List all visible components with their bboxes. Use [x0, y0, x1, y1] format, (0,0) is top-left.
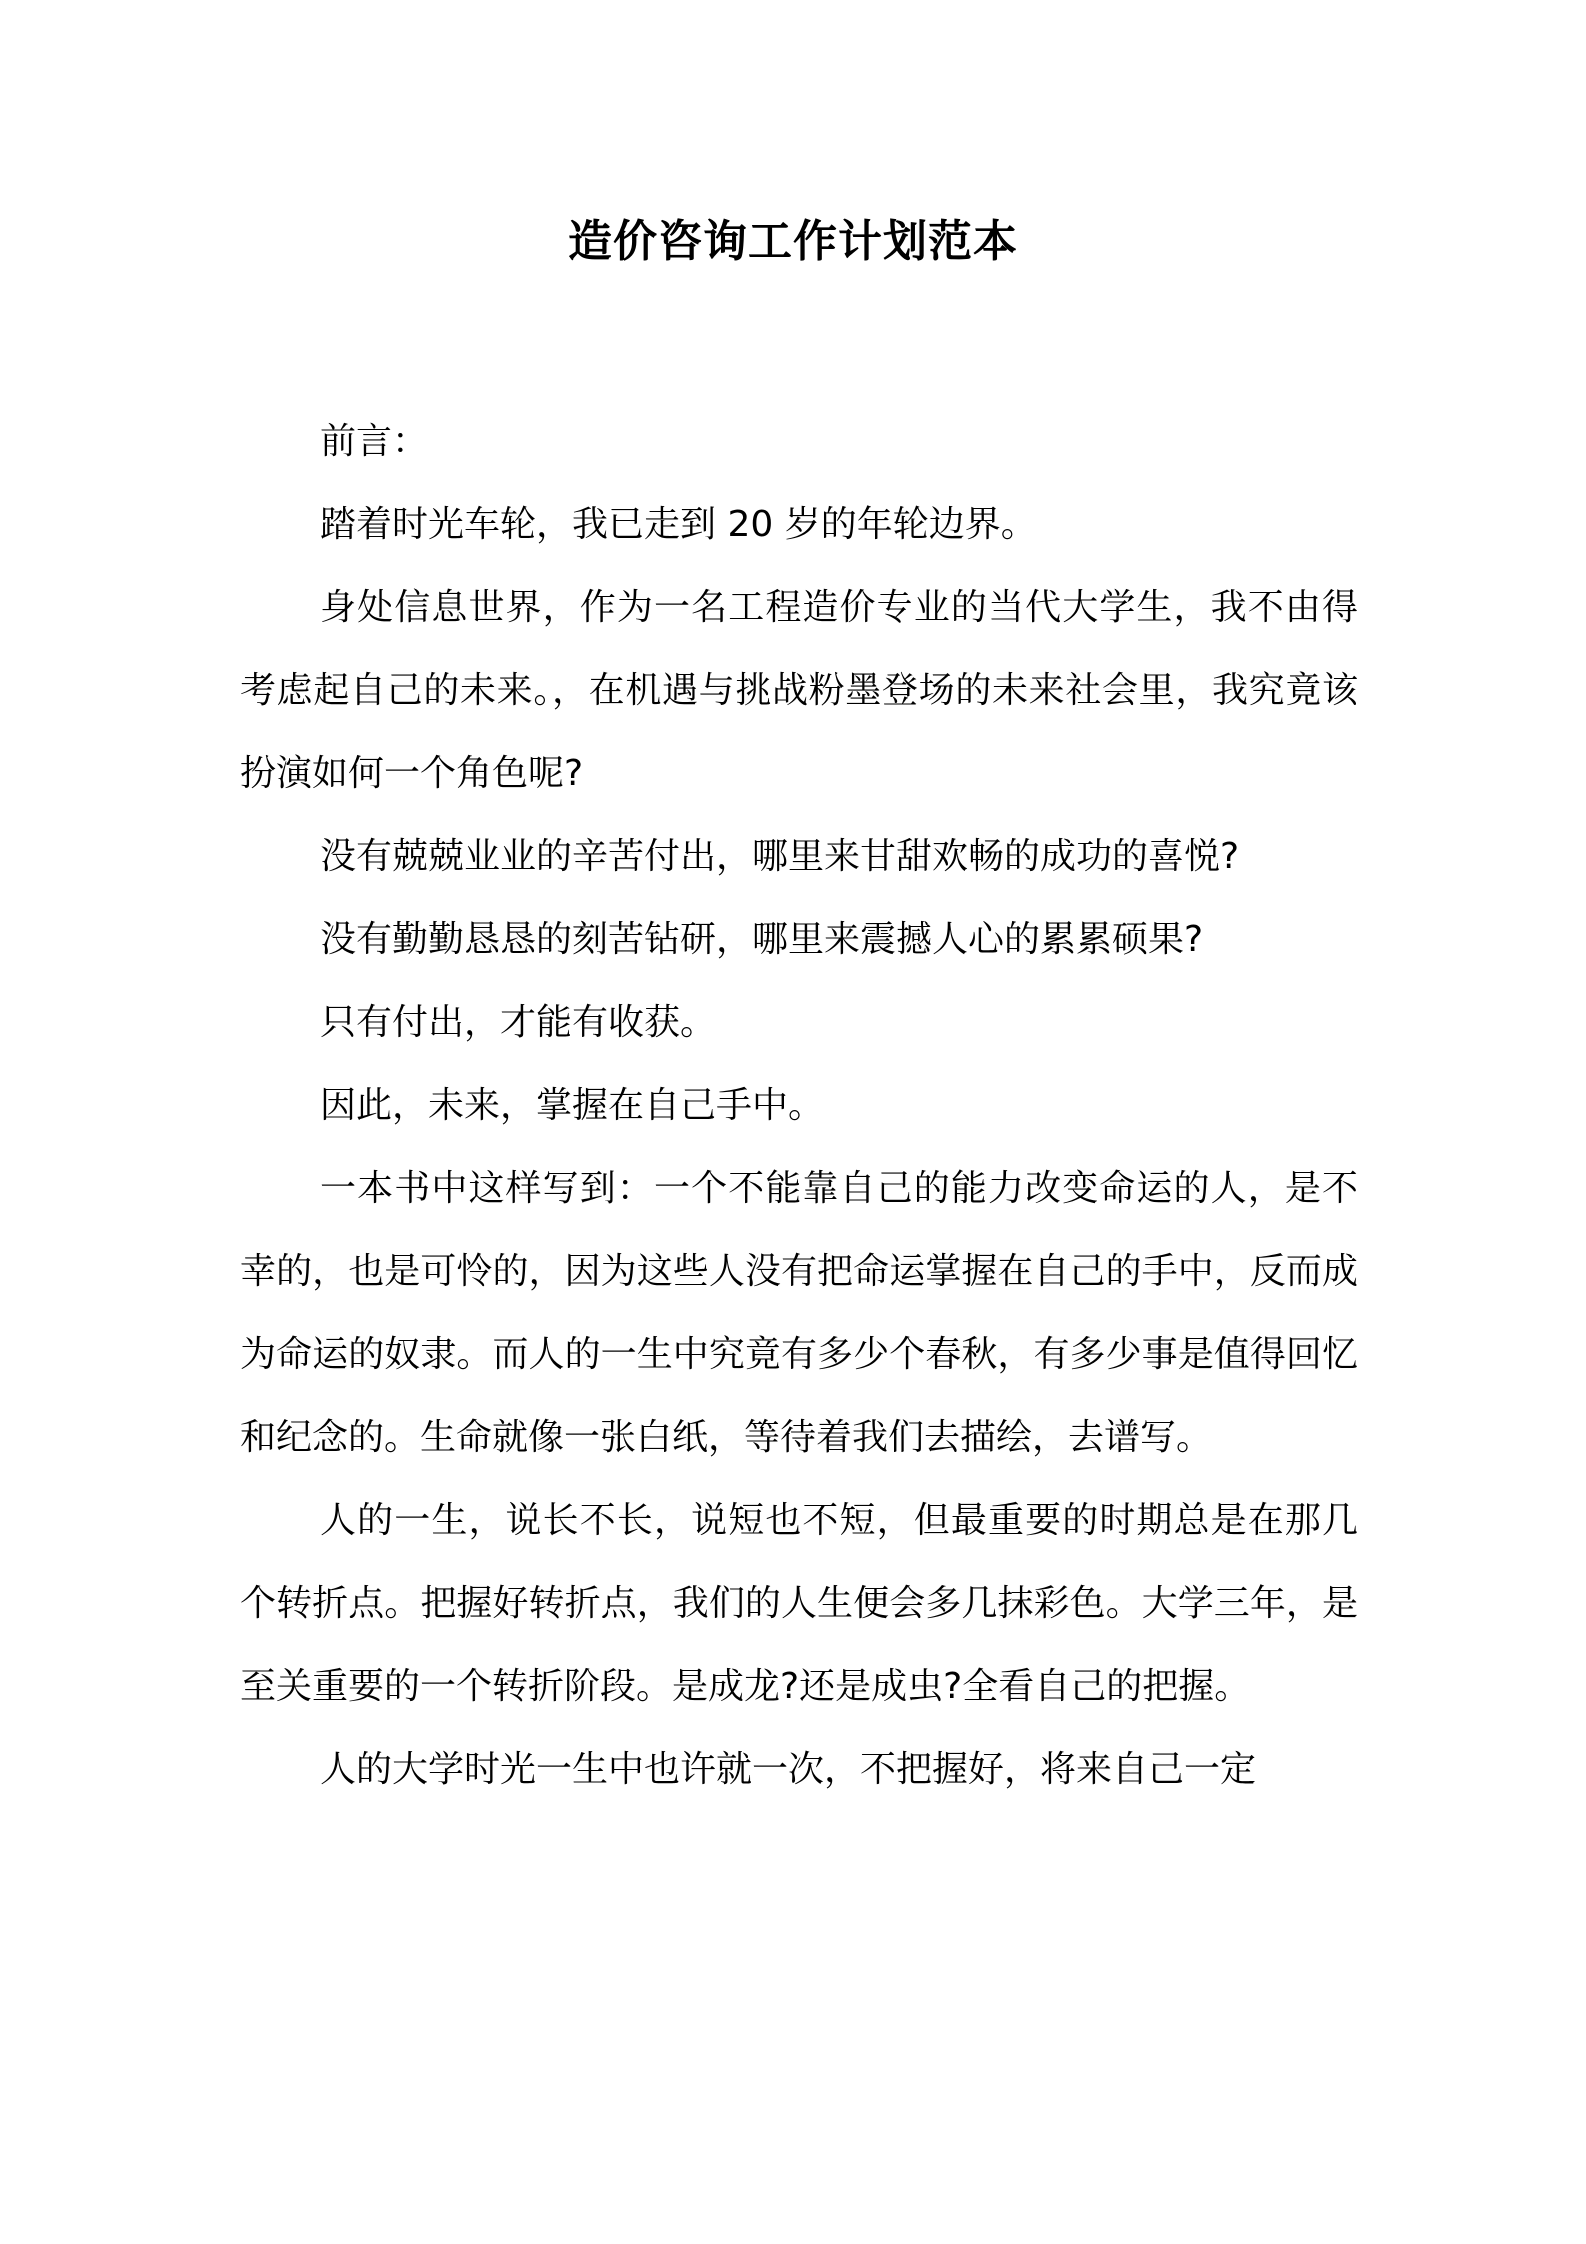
document-title: 造价咨询工作计划范本 [568, 216, 1018, 267]
paragraph: 没有勤勤恳恳的刻苦钻研，哪里来震撼人心的累累硕果? [320, 919, 1204, 960]
paragraph: 人的一生，说长不长，说短也不短，但最重要的时期总是在那几个转折点。把握好转折点，我们的人生便会多几抹彩色。大学三年，是至关重要的一个转折阶段。是成龙?还是成虫?全看自己的把握。 [240, 1500, 1358, 1707]
paragraph: 踏着时光车轮，我已走到 20 岁的年轮边界。 [320, 504, 1037, 545]
paragraph: 没有兢兢业业的辛苦付出，哪里来甘甜欢畅的成功的喜悦? [320, 836, 1240, 877]
paragraph-preface-heading: 前言： [320, 421, 429, 462]
paragraph: 一本书中这样写到：一个不能靠自己的能力改变命运的人，是不幸的，也是可怜的，因为这些人没有把命运掌握在自己的手中，反而成为命运的奴隶。而人的一生中究竟有多少个春秋，有多少事是值得回忆和纪念的。生命就像一张白纸，等待着我们去描绘，去谱写。 [240, 1168, 1358, 1458]
paragraph: 人的大学时光一生中也许就一次，不把握好，将来自己一定 [320, 1749, 1257, 1790]
paragraph: 只有付出，才能有收获。 [320, 1002, 717, 1043]
paragraph: 因此，未来，掌握在自己手中。 [320, 1085, 825, 1126]
paragraph: 身处信息世界，作为一名工程造价专业的当代大学生，我不由得考虑起自己的未来。，在机遇与挑战粉墨登场的未来社会里，我究竟该扮演如何一个角色呢? [240, 587, 1358, 794]
document-body [240, 400, 1358, 1811]
